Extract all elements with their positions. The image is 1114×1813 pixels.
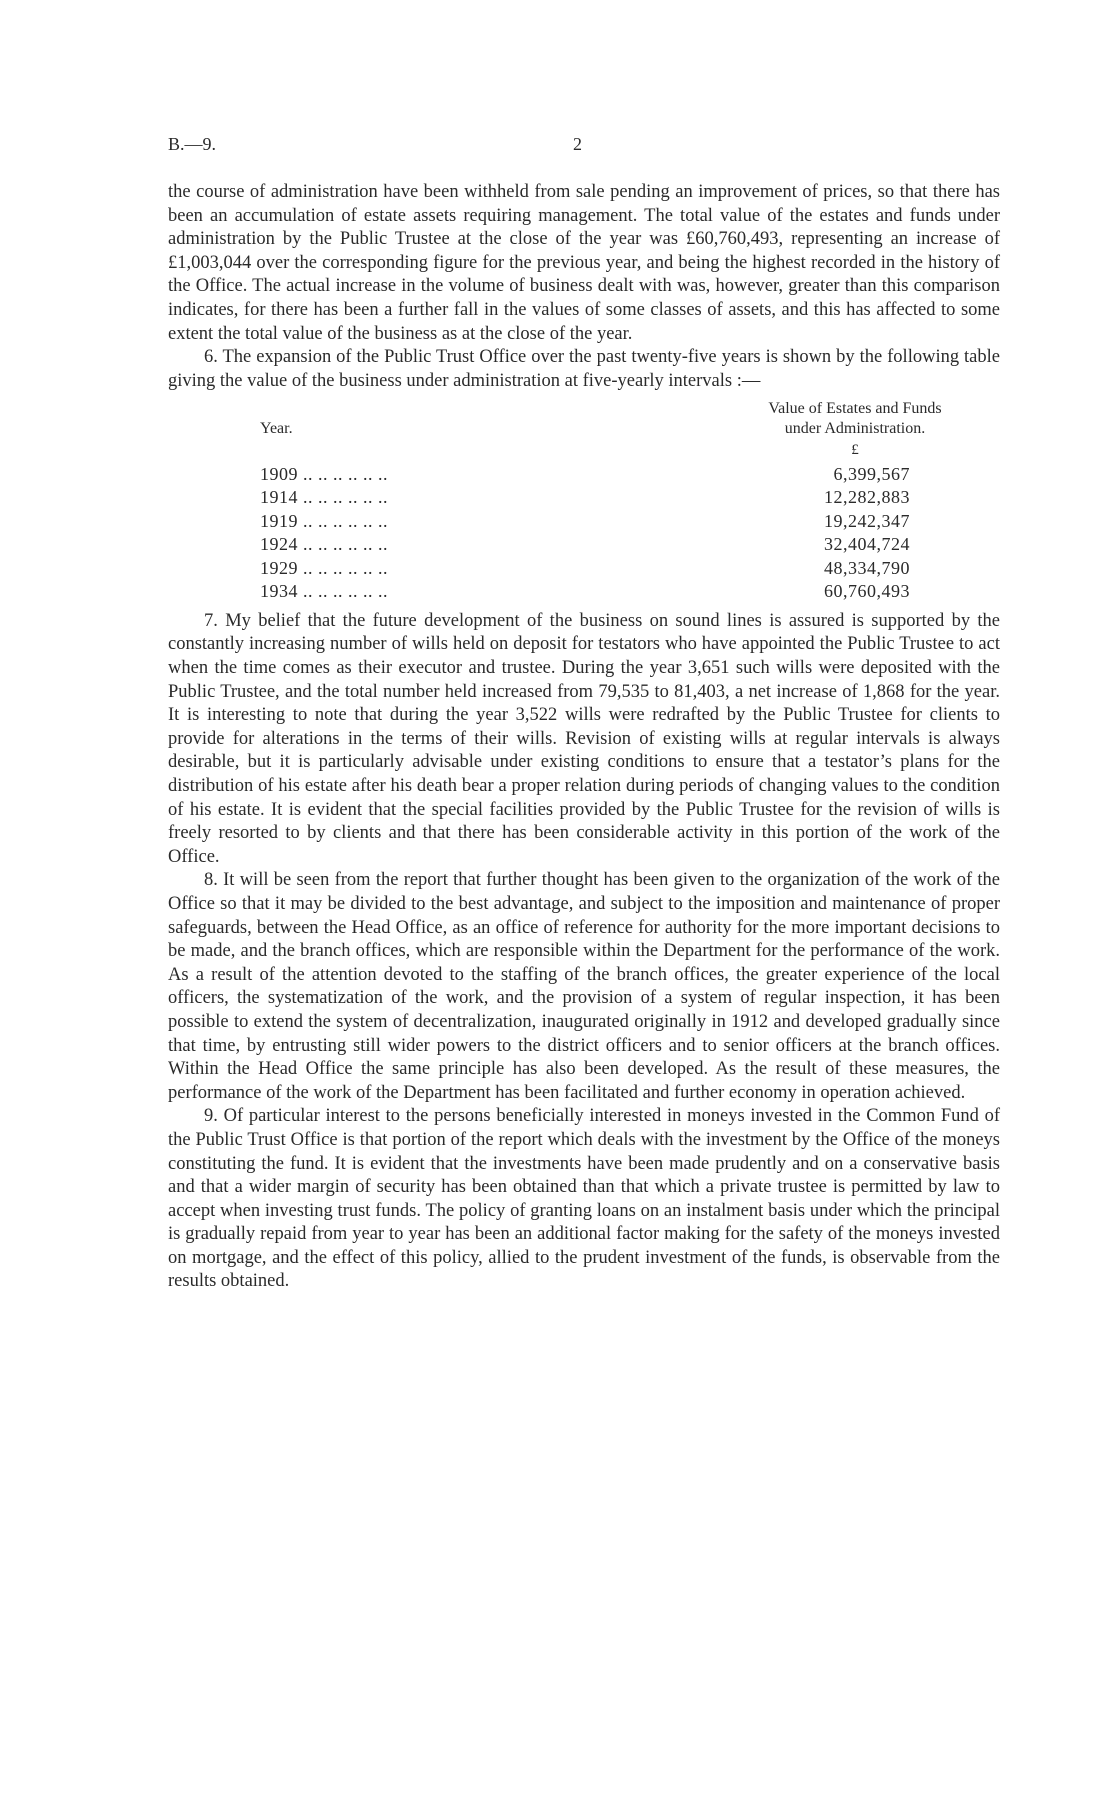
column-header-value-line1: Value of Estates and Funds [768, 400, 942, 418]
paragraph-continued: the course of administration have been withheld from sale pending an improvement of prices, so that there has been an accumulation of estate assets requiring management. The total value of the estates and funds under administration by the Public Trustee at the close of the year was £60,760,493, representing an increase of £1,003,044 over the corresponding figure for the previous year, and being the highest recorded in the history of the Office. The actual increase in the volume of business dealt with was, however, greater than this comparison indicates, for there has been a further fall in the values of some classes of assets, and this has affected to some extent the total value of the business as at the close of the year. [168, 182, 1000, 344]
body-text [168, 181, 1000, 1294]
table-row [260, 486, 970, 510]
table-row [260, 533, 970, 557]
table-cell-value: 60,760,493 [824, 581, 910, 602]
paragraph-9: 9. Of particular interest to the persons beneficially interested in moneys invested in the Common Fund of the Public Trust Office is that portion of the report which deals with the investment by the Office of the moneys constituting the fund. It is evident that the investments have been made prudently and on a conservative basis and that a wider margin of security has been obtained than that which a private trustee is permitted by law to accept when investing trust funds. The policy of granting loans on an instalment basis under which the principal is gradually repaid from year to year has been an additional factor making for the safety of the moneys invested on mortgage, and the effect of this policy, allied to the prudent investment of the funds, is observable from the results obtained. [168, 1106, 1000, 1292]
value-table [260, 399, 970, 604]
table-row [260, 580, 970, 604]
table-cell-value: 6,399,567 [833, 463, 910, 484]
currency-symbol: £ [851, 442, 859, 459]
column-header-value-line2: under Administration. [784, 420, 926, 438]
paragraph-8: 8. It will be seen from the report that further thought has been given to the organization of the work of the Office so that it may be divided to the best advantage, and subject to the imposition and maintenance of proper safeguards, between the Head Office, as an office of reference for authority for the more important decisions to be made, and the branch offices, which are responsible within the Department for the performance of the work. As a result of the attention devoted to the staffing of the branch offices, the greater experience of the local officers, the systematization of the work, and the provision of a system of regular inspection, it has been possible to extend the system of decentralization, inaugurated originally in 1912 and developed gradually since that time, by entrusting still wider powers to the district officers and to senior officers at the branch offices. Within the Head Office the same principle has also been developed. As the result of these measures, the performance of the work of the Department has been facilitated and further economy in operation achieved. [168, 870, 1000, 1103]
table-cell-value: 48,334,790 [824, 557, 910, 578]
table-cell-year: 1929 .. .. .. .. .. .. [260, 557, 388, 578]
table-cell-year: 1934 .. .. .. .. .. .. [260, 581, 388, 602]
dot-leader: .. .. .. .. .. .. [303, 487, 388, 508]
table-cell-year: 1919 .. .. .. .. .. .. [260, 510, 388, 531]
dot-leader: .. .. .. .. .. .. [303, 534, 388, 555]
page-number: 2 [573, 134, 582, 154]
currency-row [260, 439, 970, 463]
table-cell-year: 1914 .. .. .. .. .. .. [260, 487, 388, 508]
table-cell-year: 1909 .. .. .. .. .. .. [260, 463, 388, 484]
table-row [260, 510, 970, 534]
dot-leader: .. .. .. .. .. .. [303, 510, 388, 531]
table-cell-value: 32,404,724 [824, 534, 910, 555]
dot-leader: .. .. .. .. .. .. [303, 463, 388, 484]
paragraph-6: 6. The expansion of the Public Trust Office over the past twenty-five years is shown by the following table giving the value of the business under administration at five-yearly intervals :— [168, 347, 1000, 391]
table-row [260, 557, 970, 581]
table-row [260, 463, 970, 487]
page-header [168, 134, 1000, 158]
dot-leader: .. .. .. .. .. .. [303, 581, 388, 602]
dot-leader: .. .. .. .. .. .. [303, 557, 388, 578]
paragraph-7: 7. My belief that the future development of the business on sound lines is assured is supported by the constantly increasing number of wills held on deposit for testators who have appointed the Public Trustee to act when the time comes as their executor and trustee. During the year 3,651 such wills were deposited with the Public Trustee, and the total number held increased from 79,535 to 81,403, a net increase of 1,868 for the year. It is interesting to note that during the year 3,522 wills were redrafted by the Public Trustee for clients to provide for alterations in the terms of their wills. Revision of existing wills at regular intervals is always desirable, but it is particularly advisable under existing conditions to ensure that a testator’s plans for the distribution of his estate after his death bear a proper relation during periods of changing values to the condition of his estate. It is evident that the special facilities provided by the Public Trustee for the revision of wills is freely resorted to by clients and that there has been considerable activity in this portion of the work of the Office. [168, 610, 1000, 867]
table-cell-value: 19,242,347 [824, 510, 910, 531]
table-header-row [260, 399, 970, 439]
table-cell-year: 1924 .. .. .. .. .. .. [260, 534, 388, 555]
document-reference: B.—9. [168, 134, 217, 154]
column-header-value [740, 399, 970, 439]
column-header-year: Year. [260, 420, 293, 438]
table-cell-value: 12,282,883 [824, 487, 910, 508]
